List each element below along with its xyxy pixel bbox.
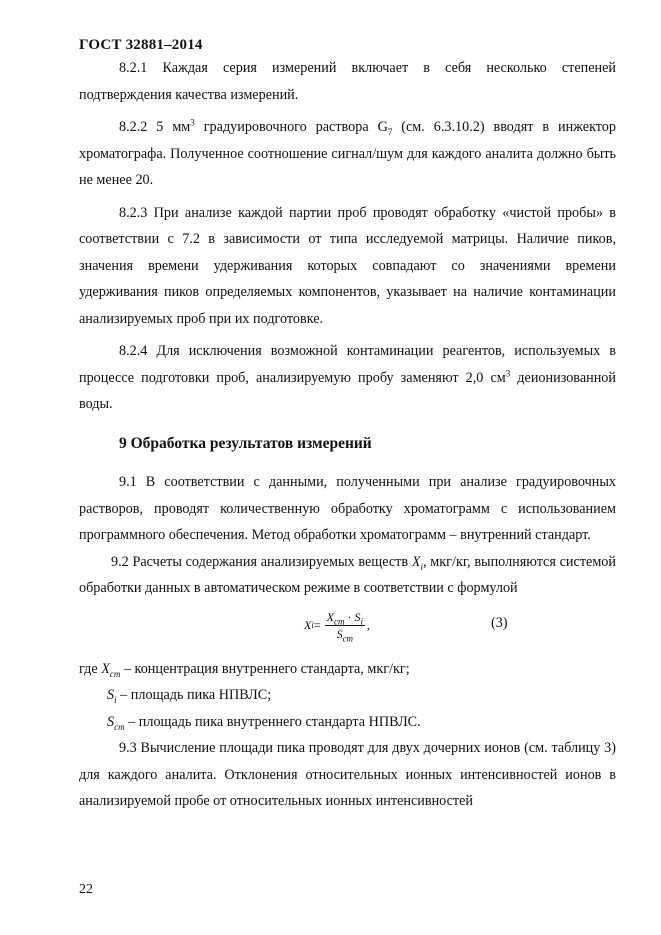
formula-num-a-sub: ст [333, 615, 345, 626]
where-sst-sub: ст [114, 721, 125, 732]
page-number: 22 [79, 882, 93, 897]
paragraph-8-2-2 [79, 114, 616, 194]
formula-num-b-sub: i [360, 615, 363, 626]
p822-subscript: 7 [387, 126, 393, 137]
where-si-desc: – площадь пика НПВЛС; [116, 687, 272, 703]
p822-text-b: градуировочного раствора G [194, 119, 388, 135]
paragraph-9-1: 9.1 В соответствии с данными, полученными при анализе градуировочных растворов, проводят количественную обработку хроматограмм с использованием программного обеспечения. Метод обработки хроматограмм – внутренний стандарт. [79, 474, 616, 543]
where-si-symbol: S [107, 687, 115, 703]
where-x-desc: – концентрация внутреннего стандарта, мкг/кг; [120, 660, 410, 677]
p92-variable: X [411, 553, 421, 570]
p92-text-b: , мкг/кг, выполняются системой обработки данных в автоматическом режиме в соответствии с формулой [79, 553, 616, 596]
formula-num-a: X [326, 609, 334, 624]
where-si-sub: i [114, 694, 117, 705]
p822-superscript: 3 [190, 117, 195, 128]
p824-text-b: деионизованной воды. [79, 369, 616, 412]
where-line-xst [79, 656, 616, 683]
where-line-si [79, 682, 616, 709]
formula-fraction [325, 610, 365, 641]
formula: X i = $\frac{X_{ст} \cdot S_i}{S_{ст}}$ , [304, 609, 370, 643]
where-sst-symbol: S [107, 713, 115, 730]
where-x-sub: ст [109, 668, 121, 679]
section-heading: 9 Обработка результатов измерений [119, 434, 372, 452]
p824-text-a: 8.2.4 Для исключения возможной контаминации реагентов, используемых в процессе подготовки проб, анализируемую пробу заменяют 2,0 см [79, 343, 616, 386]
formula-numerator [325, 610, 365, 626]
p92-variable-sub: i [420, 561, 424, 572]
paragraph-8-2-1: 8.2.1 Каждая серия измерений включает в себя несколько степеней подтверждения качества измерений. [79, 60, 616, 103]
paragraph-8-2-3: 8.2.3 При анализе каждой партии проб проводят обработку «чистой пробы» в соответствии с 7.2 в зависимости от типа исследуемой матрицы. Наличие пиков, значения времени удерживания которых совпадают со значениями времени удерживания пиков определяемых компонентов, указывает на наличие контаминации анализируемых проб при их подготовке. [79, 204, 616, 327]
formula-block [79, 604, 616, 654]
where-line-sst [79, 709, 616, 736]
equation-number: (3) [491, 614, 508, 631]
formula-comma: , [367, 618, 370, 632]
p822-text-c: (см. 6.3.10.2) вводят в инжектор хроматографа. Полученное соотношение сигнал/шум для каждого аналита должно быть не менее 20. [79, 119, 616, 188]
formula-denominator [337, 626, 354, 641]
document-body [79, 55, 616, 815]
where-x-symbol: X [101, 660, 110, 677]
p92-text-a: 9.2 Расчеты содержания анализируемых веществ [111, 553, 412, 570]
standard-header: ГОСТ 32881–2014 [79, 37, 203, 53]
p822-text-a: 8.2.2 5 мм [119, 119, 191, 135]
where-sst-desc: – площадь пика внутреннего стандарта НПВЛС. [124, 713, 421, 730]
where-intro: где [79, 660, 102, 677]
formula-den-sub: ст [342, 632, 354, 643]
formula-equals: = [313, 618, 321, 632]
formula-num-b: S [354, 609, 361, 624]
formula-lhs: X [304, 618, 312, 632]
paragraph-8-2-4 [79, 338, 616, 418]
paragraph-9-3: 9.3 Вычисление площади пика проводят для двух дочерних ионов (см. таблицу 3) для каждого аналита. Отклонения относительных ионных интенсивностей ионов в анализируемой пробе от относительных ионных интенсивностей [79, 740, 616, 809]
formula-den: S [336, 626, 343, 641]
p824-superscript: 3 [505, 367, 511, 378]
paragraph-9-2 [79, 549, 616, 602]
formula-dot: · [344, 609, 355, 624]
